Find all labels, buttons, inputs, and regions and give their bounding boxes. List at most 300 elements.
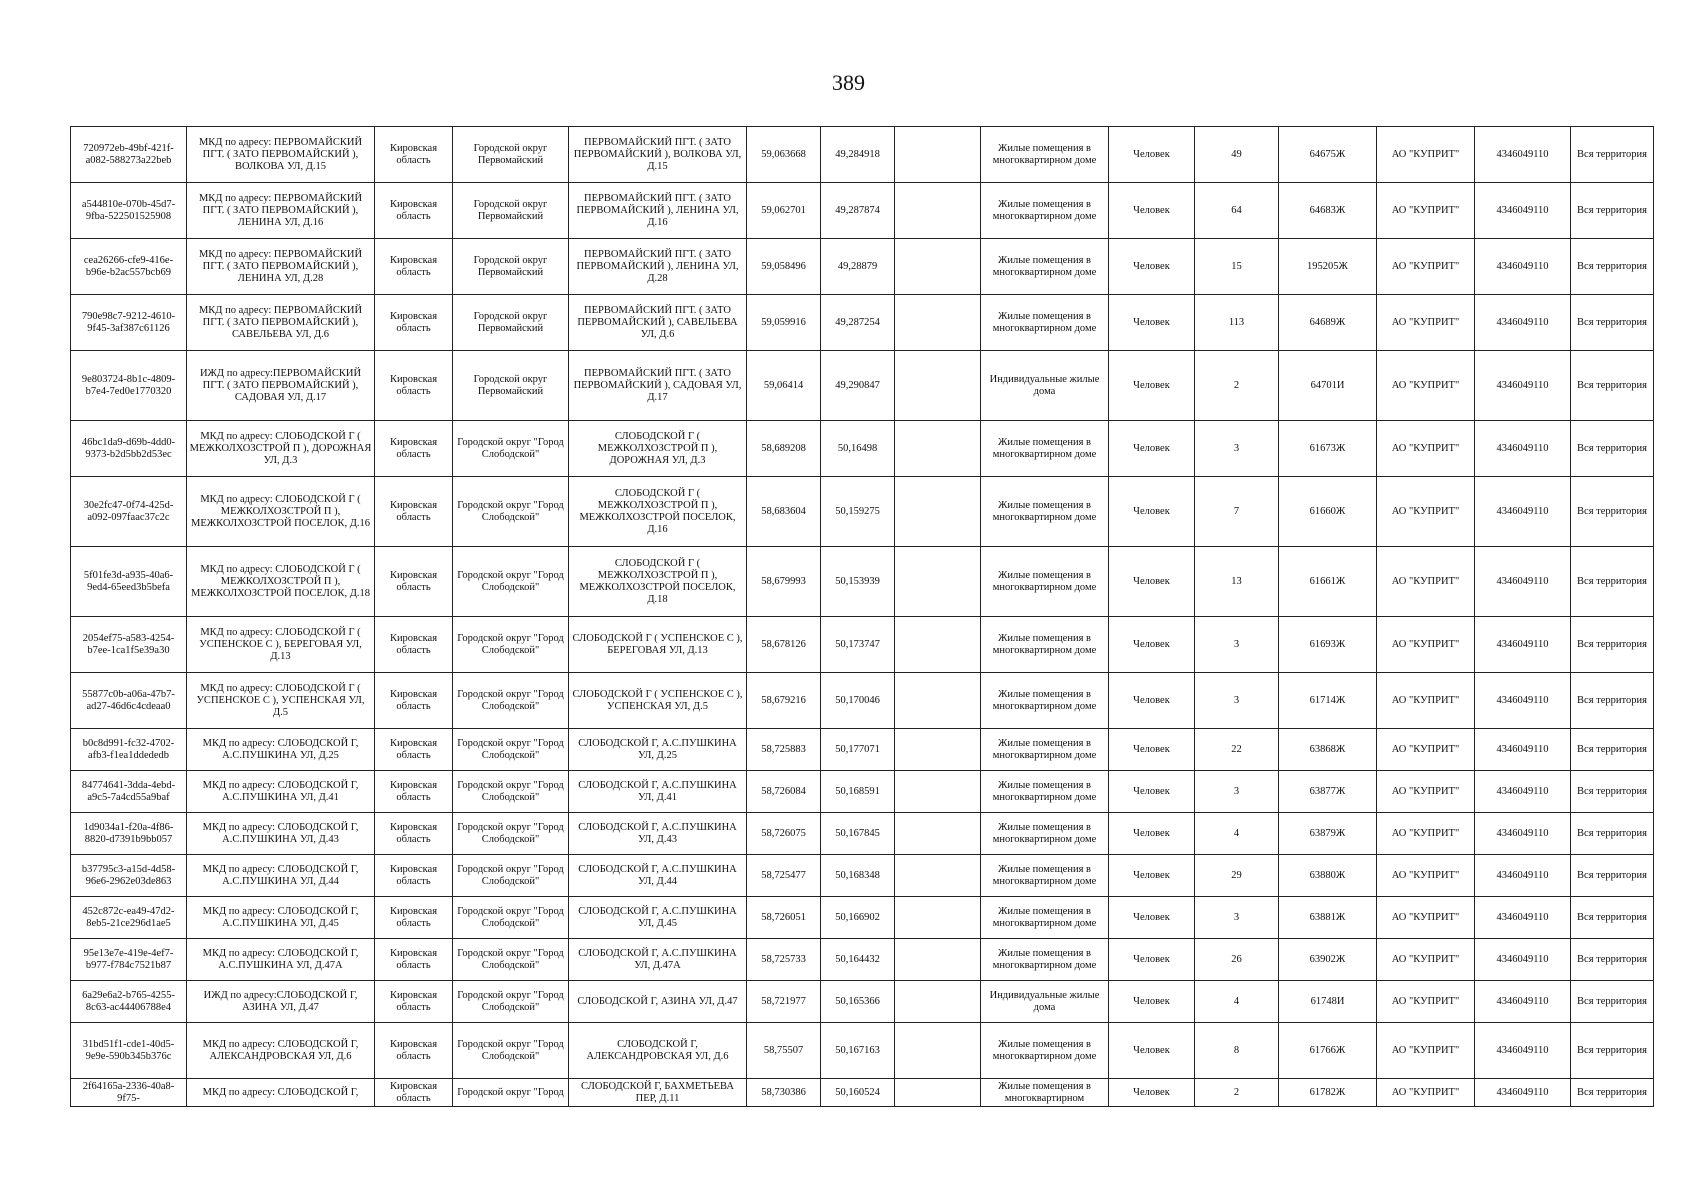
cell-extra <box>895 813 981 855</box>
cell-address: СЛОБОДСКОЙ Г, А.С.ПУШКИНА УЛ, Д.47А <box>569 939 747 981</box>
cell-address: СЛОБОДСКОЙ Г, АЛЕКСАНДРОВСКАЯ УЛ, Д.6 <box>569 1023 747 1079</box>
cell-type: Жилые помещения в многоквартирном доме <box>981 421 1109 477</box>
cell-address: СЛОБОДСКОЙ Г, А.С.ПУШКИНА УЛ, Д.45 <box>569 897 747 939</box>
cell-type: Жилые помещения в многоквартирном доме <box>981 1023 1109 1079</box>
cell-qty: 64 <box>1195 183 1279 239</box>
cell-name: МКД по адресу: ПЕРВОМАЙСКИЙ ПГТ. ( ЗАТО ПЕРВОМАЙСКИЙ ), САВЕЛЬЕВА УЛ, Д.6 <box>187 295 375 351</box>
cell-lon: 50,166902 <box>821 897 895 939</box>
cell-address: СЛОБОДСКОЙ Г, АЗИНА УЛ, Д.47 <box>569 981 747 1023</box>
cell-org: АО "КУПРИТ" <box>1377 981 1475 1023</box>
cell-type: Жилые помещения в многоквартирном доме <box>981 673 1109 729</box>
cell-zone: Вся территория <box>1571 239 1654 295</box>
cell-id: 55877c0b-a06a-47b7-ad27-46d6c4cdeaa0 <box>71 673 187 729</box>
cell-lat: 58,726084 <box>747 771 821 813</box>
cell-lon: 50,167845 <box>821 813 895 855</box>
cell-unit: Человек <box>1109 127 1195 183</box>
cell-district: Городской округ Первомайский <box>453 127 569 183</box>
cell-code: 64675Ж <box>1279 127 1377 183</box>
cell-lat: 59,058496 <box>747 239 821 295</box>
cell-unit: Человек <box>1109 295 1195 351</box>
cell-id: 30e2fc47-0f74-425d-a092-097faac37c2c <box>71 477 187 547</box>
cell-address: ПЕРВОМАЙСКИЙ ПГТ. ( ЗАТО ПЕРВОМАЙСКИЙ ), ВОЛКОВА УЛ, Д.15 <box>569 127 747 183</box>
cell-lon: 50,170046 <box>821 673 895 729</box>
table-row <box>71 729 1654 771</box>
cell-lat: 58,679993 <box>747 547 821 617</box>
cell-address: ПЕРВОМАЙСКИЙ ПГТ. ( ЗАТО ПЕРВОМАЙСКИЙ ), ЛЕНИНА УЛ, Д.28 <box>569 239 747 295</box>
cell-code: 63877Ж <box>1279 771 1377 813</box>
cell-lon: 50,160524 <box>821 1079 895 1107</box>
cell-unit: Человек <box>1109 813 1195 855</box>
cell-address: ПЕРВОМАЙСКИЙ ПГТ. ( ЗАТО ПЕРВОМАЙСКИЙ ), САВЕЛЬЕВА УЛ, Д.6 <box>569 295 747 351</box>
cell-region: Кировская область <box>375 477 453 547</box>
cell-name: МКД по адресу: СЛОБОДСКОЙ Г, А.С.ПУШКИНА УЛ, Д.45 <box>187 897 375 939</box>
table-row <box>71 855 1654 897</box>
cell-code: 61748И <box>1279 981 1377 1023</box>
cell-extra <box>895 477 981 547</box>
cell-district: Городской округ "Город Слободской" <box>453 813 569 855</box>
cell-code: 64701И <box>1279 351 1377 421</box>
cell-lon: 50,177071 <box>821 729 895 771</box>
cell-region: Кировская область <box>375 1023 453 1079</box>
cell-address: СЛОБОДСКОЙ Г ( МЕЖКОЛХОЗСТРОЙ П ), ДОРОЖНАЯ УЛ, Д.3 <box>569 421 747 477</box>
cell-zone: Вся территория <box>1571 813 1654 855</box>
cell-id: 2f64165a-2336-40a8-9f75- <box>71 1079 187 1107</box>
cell-lon: 49,28879 <box>821 239 895 295</box>
cell-lon: 50,168591 <box>821 771 895 813</box>
cell-district: Городской округ "Город Слободской" <box>453 897 569 939</box>
cell-org: АО "КУПРИТ" <box>1377 1023 1475 1079</box>
cell-type: Жилые помещения в многоквартирном доме <box>981 295 1109 351</box>
cell-id: 2054ef75-a583-4254-b7ee-1ca1f5e39a30 <box>71 617 187 673</box>
cell-address: СЛОБОДСКОЙ Г, А.С.ПУШКИНА УЛ, Д.44 <box>569 855 747 897</box>
cell-code: 63902Ж <box>1279 939 1377 981</box>
cell-lat: 58,726051 <box>747 897 821 939</box>
cell-zone: Вся территория <box>1571 183 1654 239</box>
cell-type: Жилые помещения в многоквартирном доме <box>981 477 1109 547</box>
cell-type: Жилые помещения в многоквартирном доме <box>981 855 1109 897</box>
cell-address: СЛОБОДСКОЙ Г, А.С.ПУШКИНА УЛ, Д.43 <box>569 813 747 855</box>
cell-district: Городской округ "Город <box>453 1079 569 1107</box>
cell-unit: Человек <box>1109 771 1195 813</box>
cell-inn: 4346049110 <box>1475 939 1571 981</box>
cell-lon: 50,167163 <box>821 1023 895 1079</box>
cell-code: 63868Ж <box>1279 729 1377 771</box>
cell-lat: 58,689208 <box>747 421 821 477</box>
cell-lat: 59,06414 <box>747 351 821 421</box>
cell-extra <box>895 939 981 981</box>
cell-name: МКД по адресу: СЛОБОДСКОЙ Г ( УСПЕНСКОЕ С ), УСПЕНСКАЯ УЛ, Д.5 <box>187 673 375 729</box>
cell-lat: 58,721977 <box>747 981 821 1023</box>
table-row <box>71 183 1654 239</box>
cell-lat: 58,679216 <box>747 673 821 729</box>
cell-lon: 50,173747 <box>821 617 895 673</box>
cell-lat: 59,059916 <box>747 295 821 351</box>
cell-id: a544810e-070b-45d7-9fba-522501525908 <box>71 183 187 239</box>
cell-type: Жилые помещения в многоквартирном доме <box>981 771 1109 813</box>
table-body <box>71 127 1654 1107</box>
cell-extra <box>895 547 981 617</box>
cell-unit: Человек <box>1109 239 1195 295</box>
cell-region: Кировская область <box>375 239 453 295</box>
cell-extra <box>895 421 981 477</box>
cell-qty: 4 <box>1195 813 1279 855</box>
cell-org: АО "КУПРИТ" <box>1377 771 1475 813</box>
cell-unit: Человек <box>1109 547 1195 617</box>
cell-name: МКД по адресу: СЛОБОДСКОЙ Г, <box>187 1079 375 1107</box>
cell-type: Жилые помещения в многоквартирном доме <box>981 239 1109 295</box>
table-row <box>71 771 1654 813</box>
cell-code: 195205Ж <box>1279 239 1377 295</box>
cell-extra <box>895 239 981 295</box>
cell-org: АО "КУПРИТ" <box>1377 477 1475 547</box>
cell-lat: 58,725883 <box>747 729 821 771</box>
cell-extra <box>895 183 981 239</box>
cell-org: АО "КУПРИТ" <box>1377 673 1475 729</box>
cell-lon: 50,153939 <box>821 547 895 617</box>
cell-type: Жилые помещения в многоквартирном доме <box>981 547 1109 617</box>
cell-inn: 4346049110 <box>1475 771 1571 813</box>
cell-id: cea26266-cfe9-416e-b96e-b2ac557bcb69 <box>71 239 187 295</box>
cell-org: АО "КУПРИТ" <box>1377 127 1475 183</box>
cell-region: Кировская область <box>375 127 453 183</box>
cell-district: Городской округ "Город Слободской" <box>453 729 569 771</box>
cell-qty: 29 <box>1195 855 1279 897</box>
table-row <box>71 981 1654 1023</box>
cell-unit: Человек <box>1109 477 1195 547</box>
cell-extra <box>895 1079 981 1107</box>
cell-org: АО "КУПРИТ" <box>1377 1079 1475 1107</box>
cell-address: СЛОБОДСКОЙ Г, БАХМЕТЬЕВА ПЕР, Д.11 <box>569 1079 747 1107</box>
table-row <box>71 477 1654 547</box>
cell-zone: Вся территория <box>1571 421 1654 477</box>
cell-code: 61766Ж <box>1279 1023 1377 1079</box>
cell-zone: Вся территория <box>1571 897 1654 939</box>
cell-region: Кировская область <box>375 897 453 939</box>
cell-type: Жилые помещения в многоквартирном доме <box>981 813 1109 855</box>
cell-unit: Человек <box>1109 729 1195 771</box>
cell-qty: 2 <box>1195 1079 1279 1107</box>
table-row <box>71 897 1654 939</box>
cell-name: МКД по адресу: СЛОБОДСКОЙ Г, АЛЕКСАНДРОВСКАЯ УЛ, Д.6 <box>187 1023 375 1079</box>
cell-region: Кировская область <box>375 1079 453 1107</box>
cell-org: АО "КУПРИТ" <box>1377 239 1475 295</box>
cell-inn: 4346049110 <box>1475 673 1571 729</box>
cell-unit: Человек <box>1109 897 1195 939</box>
table-row <box>71 813 1654 855</box>
cell-inn: 4346049110 <box>1475 351 1571 421</box>
cell-org: АО "КУПРИТ" <box>1377 351 1475 421</box>
cell-unit: Человек <box>1109 673 1195 729</box>
cell-district: Городской округ "Город Слободской" <box>453 547 569 617</box>
cell-name: МКД по адресу: СЛОБОДСКОЙ Г ( УСПЕНСКОЕ С ), БЕРЕГОВАЯ УЛ, Д.13 <box>187 617 375 673</box>
cell-zone: Вся территория <box>1571 673 1654 729</box>
cell-region: Кировская область <box>375 617 453 673</box>
cell-org: АО "КУПРИТ" <box>1377 897 1475 939</box>
table-row <box>71 127 1654 183</box>
cell-id: 46bc1da9-d69b-4dd0-9373-b2d5bb2d53ec <box>71 421 187 477</box>
cell-district: Городской округ "Город Слободской" <box>453 1023 569 1079</box>
cell-lon: 50,16498 <box>821 421 895 477</box>
cell-name: МКД по адресу: СЛОБОДСКОЙ Г, А.С.ПУШКИНА УЛ, Д.47А <box>187 939 375 981</box>
cell-unit: Человек <box>1109 939 1195 981</box>
cell-district: Городской округ Первомайский <box>453 295 569 351</box>
cell-qty: 3 <box>1195 771 1279 813</box>
cell-id: 1d9034a1-f20a-4f86-8820-d7391b9bb057 <box>71 813 187 855</box>
table-row <box>71 547 1654 617</box>
cell-type: Жилые помещения в многоквартирном доме <box>981 183 1109 239</box>
cell-type: Жилые помещения в многоквартирном доме <box>981 617 1109 673</box>
cell-qty: 15 <box>1195 239 1279 295</box>
cell-org: АО "КУПРИТ" <box>1377 295 1475 351</box>
cell-code: 64689Ж <box>1279 295 1377 351</box>
cell-address: ПЕРВОМАЙСКИЙ ПГТ. ( ЗАТО ПЕРВОМАЙСКИЙ ), ЛЕНИНА УЛ, Д.16 <box>569 183 747 239</box>
cell-name: МКД по адресу: СЛОБОДСКОЙ Г, А.С.ПУШКИНА УЛ, Д.25 <box>187 729 375 771</box>
cell-region: Кировская область <box>375 673 453 729</box>
cell-code: 63881Ж <box>1279 897 1377 939</box>
cell-qty: 2 <box>1195 351 1279 421</box>
cell-region: Кировская область <box>375 183 453 239</box>
cell-id: 790e98c7-9212-4610-9f45-3af387c61126 <box>71 295 187 351</box>
cell-id: 720972eb-49bf-421f-a082-588273a22beb <box>71 127 187 183</box>
cell-qty: 26 <box>1195 939 1279 981</box>
cell-inn: 4346049110 <box>1475 813 1571 855</box>
cell-lon: 49,287254 <box>821 295 895 351</box>
cell-unit: Человек <box>1109 351 1195 421</box>
cell-qty: 7 <box>1195 477 1279 547</box>
cell-type: Жилые помещения в многоквартирном доме <box>981 939 1109 981</box>
cell-lon: 49,290847 <box>821 351 895 421</box>
cell-name: МКД по адресу: СЛОБОДСКОЙ Г, А.С.ПУШКИНА УЛ, Д.44 <box>187 855 375 897</box>
cell-address: СЛОБОДСКОЙ Г, А.С.ПУШКИНА УЛ, Д.25 <box>569 729 747 771</box>
cell-id: 6a29e6a2-b765-4255-8c63-ac44406788e4 <box>71 981 187 1023</box>
cell-region: Кировская область <box>375 547 453 617</box>
cell-unit: Человек <box>1109 617 1195 673</box>
cell-district: Городской округ "Город Слободской" <box>453 477 569 547</box>
cell-extra <box>895 351 981 421</box>
cell-qty: 4 <box>1195 981 1279 1023</box>
cell-code: 61782Ж <box>1279 1079 1377 1107</box>
cell-zone: Вся территория <box>1571 127 1654 183</box>
cell-org: АО "КУПРИТ" <box>1377 617 1475 673</box>
cell-address: ПЕРВОМАЙСКИЙ ПГТ. ( ЗАТО ПЕРВОМАЙСКИЙ ), САДОВАЯ УЛ, Д.17 <box>569 351 747 421</box>
table-row <box>71 421 1654 477</box>
cell-name: ИЖД по адресу:СЛОБОДСКОЙ Г, АЗИНА УЛ, Д.47 <box>187 981 375 1023</box>
cell-address: СЛОБОДСКОЙ Г ( УСПЕНСКОЕ С ), УСПЕНСКАЯ УЛ, Д.5 <box>569 673 747 729</box>
cell-code: 64683Ж <box>1279 183 1377 239</box>
cell-extra <box>895 617 981 673</box>
cell-district: Городской округ "Город Слободской" <box>453 617 569 673</box>
cell-zone: Вся территория <box>1571 547 1654 617</box>
cell-inn: 4346049110 <box>1475 897 1571 939</box>
cell-name: МКД по адресу: ПЕРВОМАЙСКИЙ ПГТ. ( ЗАТО ПЕРВОМАЙСКИЙ ), ЛЕНИНА УЛ, Д.28 <box>187 239 375 295</box>
cell-lon: 50,165366 <box>821 981 895 1023</box>
cell-zone: Вся территория <box>1571 477 1654 547</box>
cell-inn: 4346049110 <box>1475 421 1571 477</box>
cell-extra <box>895 127 981 183</box>
cell-region: Кировская область <box>375 771 453 813</box>
cell-unit: Человек <box>1109 981 1195 1023</box>
cell-id: 95e13e7e-419e-4ef7-b977-f784c7521b87 <box>71 939 187 981</box>
cell-extra <box>895 981 981 1023</box>
cell-address: СЛОБОДСКОЙ Г, А.С.ПУШКИНА УЛ, Д.41 <box>569 771 747 813</box>
cell-code: 61714Ж <box>1279 673 1377 729</box>
cell-address: СЛОБОДСКОЙ Г ( МЕЖКОЛХОЗСТРОЙ П ), МЕЖКОЛХОЗСТРОЙ ПОСЕЛОК, Д.18 <box>569 547 747 617</box>
cell-extra <box>895 295 981 351</box>
cell-name: МКД по адресу: ПЕРВОМАЙСКИЙ ПГТ. ( ЗАТО ПЕРВОМАЙСКИЙ ), ЛЕНИНА УЛ, Д.16 <box>187 183 375 239</box>
cell-inn: 4346049110 <box>1475 1023 1571 1079</box>
cell-code: 61660Ж <box>1279 477 1377 547</box>
cell-district: Городской округ "Город Слободской" <box>453 855 569 897</box>
cell-org: АО "КУПРИТ" <box>1377 729 1475 771</box>
cell-zone: Вся территория <box>1571 855 1654 897</box>
cell-district: Городской округ "Город Слободской" <box>453 981 569 1023</box>
cell-name: МКД по адресу: СЛОБОДСКОЙ Г ( МЕЖКОЛХОЗСТРОЙ П ), ДОРОЖНАЯ УЛ, Д.3 <box>187 421 375 477</box>
cell-inn: 4346049110 <box>1475 127 1571 183</box>
cell-lat: 58,725733 <box>747 939 821 981</box>
cell-id: 84774641-3dda-4ebd-a9c5-7a4cd55a9baf <box>71 771 187 813</box>
cell-zone: Вся территория <box>1571 1079 1654 1107</box>
cell-lat: 58,730386 <box>747 1079 821 1107</box>
table-row <box>71 295 1654 351</box>
cell-district: Городской округ Первомайский <box>453 183 569 239</box>
cell-zone: Вся территория <box>1571 295 1654 351</box>
page-number: 389 <box>832 70 865 95</box>
table-row <box>71 617 1654 673</box>
cell-lat: 59,063668 <box>747 127 821 183</box>
cell-id: 452c872c-ea49-47d2-8eb5-21ce296d1ae5 <box>71 897 187 939</box>
cell-district: Городской округ Первомайский <box>453 351 569 421</box>
cell-unit: Человек <box>1109 855 1195 897</box>
cell-qty: 3 <box>1195 897 1279 939</box>
cell-extra <box>895 855 981 897</box>
cell-region: Кировская область <box>375 855 453 897</box>
cell-address: СЛОБОДСКОЙ Г ( МЕЖКОЛХОЗСТРОЙ П ), МЕЖКОЛХОЗСТРОЙ ПОСЕЛОК, Д.16 <box>569 477 747 547</box>
cell-district: Городской округ Первомайский <box>453 239 569 295</box>
cell-code: 63879Ж <box>1279 813 1377 855</box>
cell-inn: 4346049110 <box>1475 981 1571 1023</box>
table-row <box>71 939 1654 981</box>
cell-lat: 58,683604 <box>747 477 821 547</box>
cell-inn: 4346049110 <box>1475 477 1571 547</box>
cell-zone: Вся территория <box>1571 771 1654 813</box>
cell-unit: Человек <box>1109 1079 1195 1107</box>
cell-qty: 8 <box>1195 1023 1279 1079</box>
table-row <box>71 239 1654 295</box>
cell-region: Кировская область <box>375 813 453 855</box>
cell-id: 9e803724-8b1c-4809-b7e4-7ed0e1770320 <box>71 351 187 421</box>
cell-org: АО "КУПРИТ" <box>1377 855 1475 897</box>
cell-extra <box>895 673 981 729</box>
cell-name: МКД по адресу: СЛОБОДСКОЙ Г, А.С.ПУШКИНА УЛ, Д.41 <box>187 771 375 813</box>
cell-district: Городской округ "Город Слободской" <box>453 673 569 729</box>
cell-name: ИЖД по адресу:ПЕРВОМАЙСКИЙ ПГТ. ( ЗАТО ПЕРВОМАЙСКИЙ ), САДОВАЯ УЛ, Д.17 <box>187 351 375 421</box>
cell-org: АО "КУПРИТ" <box>1377 421 1475 477</box>
cell-lat: 58,726075 <box>747 813 821 855</box>
table-row <box>71 1023 1654 1079</box>
cell-name: МКД по адресу: СЛОБОДСКОЙ Г ( МЕЖКОЛХОЗСТРОЙ П ), МЕЖКОЛХОЗСТРОЙ ПОСЕЛОК, Д.16 <box>187 477 375 547</box>
cell-inn: 4346049110 <box>1475 183 1571 239</box>
cell-inn: 4346049110 <box>1475 239 1571 295</box>
cell-lon: 50,168348 <box>821 855 895 897</box>
cell-code: 61693Ж <box>1279 617 1377 673</box>
cell-inn: 4346049110 <box>1475 617 1571 673</box>
cell-inn: 4346049110 <box>1475 1079 1571 1107</box>
cell-region: Кировская область <box>375 421 453 477</box>
cell-unit: Человек <box>1109 183 1195 239</box>
cell-inn: 4346049110 <box>1475 855 1571 897</box>
cell-region: Кировская область <box>375 295 453 351</box>
cell-lat: 58,678126 <box>747 617 821 673</box>
cell-code: 61673Ж <box>1279 421 1377 477</box>
cell-district: Городской округ "Город Слободской" <box>453 421 569 477</box>
cell-zone: Вся территория <box>1571 351 1654 421</box>
cell-inn: 4346049110 <box>1475 295 1571 351</box>
cell-qty: 13 <box>1195 547 1279 617</box>
cell-inn: 4346049110 <box>1475 547 1571 617</box>
cell-type: Жилые помещения в многоквартирном доме <box>981 897 1109 939</box>
cell-qty: 113 <box>1195 295 1279 351</box>
cell-type: Жилые помещения в многоквартирном доме <box>981 729 1109 771</box>
cell-zone: Вся территория <box>1571 1023 1654 1079</box>
cell-qty: 3 <box>1195 421 1279 477</box>
cell-extra <box>895 729 981 771</box>
cell-type: Индивидуальные жилые дома <box>981 981 1109 1023</box>
cell-region: Кировская область <box>375 351 453 421</box>
cell-lon: 50,159275 <box>821 477 895 547</box>
cell-lon: 49,287874 <box>821 183 895 239</box>
cell-region: Кировская область <box>375 939 453 981</box>
cell-zone: Вся территория <box>1571 729 1654 771</box>
cell-address: СЛОБОДСКОЙ Г ( УСПЕНСКОЕ С ), БЕРЕГОВАЯ УЛ, Д.13 <box>569 617 747 673</box>
cell-type: Индивидуальные жилые дома <box>981 351 1109 421</box>
table-row <box>71 1079 1654 1107</box>
cell-name: МКД по адресу: СЛОБОДСКОЙ Г, А.С.ПУШКИНА УЛ, Д.43 <box>187 813 375 855</box>
cell-lat: 59,062701 <box>747 183 821 239</box>
cell-org: АО "КУПРИТ" <box>1377 183 1475 239</box>
cell-id: 5f01fe3d-a935-40a6-9ed4-65eed3b5befa <box>71 547 187 617</box>
cell-qty: 49 <box>1195 127 1279 183</box>
cell-name: МКД по адресу: ПЕРВОМАЙСКИЙ ПГТ. ( ЗАТО ПЕРВОМАЙСКИЙ ), ВОЛКОВА УЛ, Д.15 <box>187 127 375 183</box>
table-row <box>71 673 1654 729</box>
cell-code: 63880Ж <box>1279 855 1377 897</box>
cell-id: b37795c3-a15d-4d58-96e6-2962e03de863 <box>71 855 187 897</box>
cell-inn: 4346049110 <box>1475 729 1571 771</box>
cell-district: Городской округ "Город Слободской" <box>453 939 569 981</box>
cell-region: Кировская область <box>375 729 453 771</box>
cell-org: АО "КУПРИТ" <box>1377 813 1475 855</box>
cell-lat: 58,725477 <box>747 855 821 897</box>
cell-zone: Вся территория <box>1571 939 1654 981</box>
cell-qty: 3 <box>1195 673 1279 729</box>
cell-qty: 22 <box>1195 729 1279 771</box>
cell-qty: 3 <box>1195 617 1279 673</box>
cell-district: Городской округ "Город Слободской" <box>453 771 569 813</box>
cell-unit: Человек <box>1109 1023 1195 1079</box>
cell-extra <box>895 771 981 813</box>
cell-id: b0c8d991-fc32-4702-afb3-f1ea1ddededb <box>71 729 187 771</box>
cell-name: МКД по адресу: СЛОБОДСКОЙ Г ( МЕЖКОЛХОЗСТРОЙ П ), МЕЖКОЛХОЗСТРОЙ ПОСЕЛОК, Д.18 <box>187 547 375 617</box>
cell-lon: 50,164432 <box>821 939 895 981</box>
cell-org: АО "КУПРИТ" <box>1377 939 1475 981</box>
cell-id: 31bd51f1-cde1-40d5-9e9e-590b345b376c <box>71 1023 187 1079</box>
cell-zone: Вся территория <box>1571 617 1654 673</box>
cell-lon: 49,284918 <box>821 127 895 183</box>
cell-extra <box>895 1023 981 1079</box>
cell-type: Жилые помещения в многоквартирном доме <box>981 127 1109 183</box>
cell-lat: 58,75507 <box>747 1023 821 1079</box>
registry-table <box>70 126 1654 1107</box>
cell-code: 61661Ж <box>1279 547 1377 617</box>
